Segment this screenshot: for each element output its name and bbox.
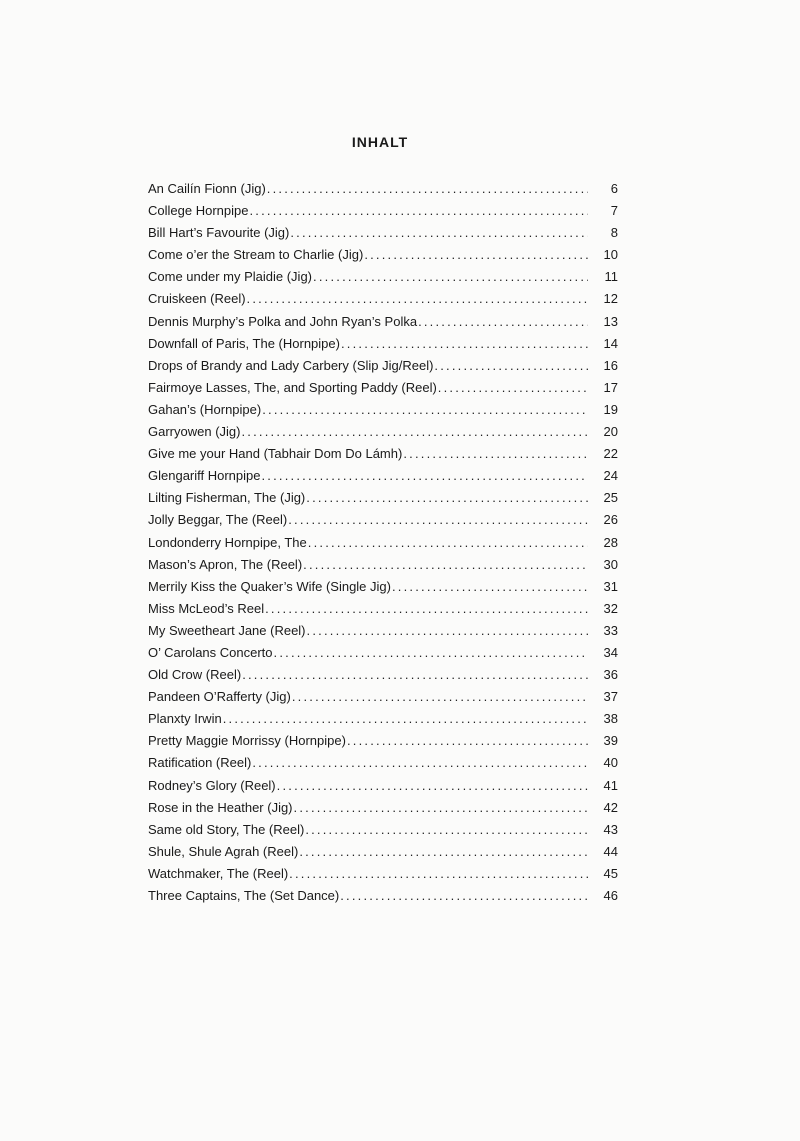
toc-entry	[148, 200, 618, 222]
toc-entry-title: Jolly Beggar, The (Reel)	[148, 512, 288, 528]
dot-leader	[262, 399, 588, 421]
toc-entry	[148, 421, 618, 443]
toc-entry-page-number: 42	[603, 799, 618, 815]
toc-entry-title: Lilting Fisherman, The (Jig)	[148, 490, 306, 506]
dot-leader	[223, 708, 588, 730]
toc-entry-title: Merrily Kiss the Quaker’s Wife (Single Jig)	[148, 578, 391, 594]
toc-entry-page-number: 22	[603, 446, 618, 462]
toc-entry	[148, 355, 618, 377]
toc-entry-title: Rodney’s Glory (Reel)	[148, 777, 276, 793]
toc-entry	[148, 509, 618, 531]
toc-entry-page-number: 8	[610, 225, 618, 241]
toc-entry-title: College Hornpipe	[148, 203, 249, 219]
toc-entry-title: Drops of Brandy and Lady Carbery (Slip Jig/Reel)	[148, 357, 434, 373]
toc-entry	[148, 863, 618, 885]
toc-entry-title: O’ Carolans Concerto	[148, 644, 273, 660]
toc-entry	[148, 708, 618, 730]
toc-entry-title: Glengariff Hornpipe	[148, 468, 261, 484]
toc-entry	[148, 620, 618, 642]
dot-leader	[418, 311, 588, 333]
toc-entry-page-number: 40	[603, 755, 618, 771]
toc-entry-page-number: 24	[603, 468, 618, 484]
toc-entry-page-number: 45	[603, 865, 618, 881]
toc-entry-title: Old Crow (Reel)	[148, 667, 242, 683]
toc-entry	[148, 819, 618, 841]
toc-entry-title: Pandeen O’Rafferty (Jig)	[148, 689, 291, 705]
toc-entry-page-number: 6	[610, 181, 618, 196]
toc-entry	[148, 576, 618, 598]
toc-entry	[148, 664, 618, 686]
toc-entry-page-number: 17	[603, 379, 618, 395]
toc-entry-title: Planxty Irwin	[148, 711, 222, 727]
toc-entry	[148, 377, 618, 399]
toc-entry-title: Same old Story, The (Reel)	[148, 821, 305, 837]
toc-entry-page-number: 33	[603, 622, 618, 638]
toc-entry-page-number: 32	[603, 600, 618, 616]
toc-entry-page-number: 12	[603, 291, 618, 307]
toc-entry	[148, 244, 618, 266]
toc-entry	[148, 841, 618, 863]
toc-entry-page-number: 43	[603, 821, 618, 837]
toc-entry-page-number: 39	[603, 733, 618, 749]
toc-entry	[148, 222, 618, 244]
toc-entry-title: An Cailín Fionn (Jig)	[148, 181, 266, 196]
dot-leader	[438, 377, 588, 399]
toc-entry	[148, 178, 618, 200]
toc-entry	[148, 288, 618, 310]
toc-entry-page-number: 30	[603, 556, 618, 572]
dot-leader	[347, 730, 588, 752]
toc-entry-title: Come o’er the Stream to Charlie (Jig)	[148, 247, 364, 263]
toc-entry-title: Cruiskeen (Reel)	[148, 291, 246, 307]
toc-entry	[148, 532, 618, 554]
toc-entry-title: My Sweetheart Jane (Reel)	[148, 622, 306, 638]
dot-leader	[288, 509, 588, 531]
toc-entry-title: Give me your Hand (Tabhair Dom Do Lámh)	[148, 446, 403, 462]
dot-leader	[341, 333, 588, 355]
dot-leader	[306, 487, 588, 509]
dot-leader	[364, 244, 588, 266]
dot-leader	[267, 178, 588, 200]
toc-entry-title: Bill Hart’s Favourite (Jig)	[148, 225, 290, 241]
toc-entry-title: Dennis Murphy’s Polka and John Ryan’s Polka	[148, 313, 418, 329]
dot-leader	[249, 200, 588, 222]
toc-entry-page-number: 25	[603, 490, 618, 506]
toc-entry-title: Fairmoye Lasses, The, and Sporting Paddy (Reel)	[148, 379, 437, 395]
toc-entry-title: Downfall of Paris, The (Hornpipe)	[148, 335, 340, 351]
toc-entry	[148, 730, 618, 752]
toc-entry-page-number: 38	[603, 711, 618, 727]
toc-entry-page-number: 41	[603, 777, 618, 793]
toc-entry	[148, 686, 618, 708]
toc-entry-title: Miss McLeod’s Reel	[148, 600, 265, 616]
toc-entry-title: Pretty Maggie Morrissy (Hornpipe)	[148, 733, 346, 749]
toc-entry	[148, 465, 618, 487]
toc-entry-page-number: 37	[603, 689, 618, 705]
toc-entry	[148, 797, 618, 819]
toc-entry-title: Mason’s Apron, The (Reel)	[148, 556, 303, 572]
toc-entry-title: Londonderry Hornpipe, The	[148, 534, 307, 550]
toc-entry-title: Shule, Shule Agrah (Reel)	[148, 843, 299, 859]
dot-leader	[313, 266, 588, 288]
toc-entry-page-number: 11	[604, 269, 618, 285]
toc-entry	[148, 333, 618, 355]
dot-leader	[307, 620, 588, 642]
toc-entry-title: Ratification (Reel)	[148, 755, 252, 771]
dot-leader	[308, 532, 588, 554]
toc-entry-page-number: 20	[603, 424, 618, 440]
toc-entry	[148, 598, 618, 620]
toc-entry-title: Three Captains, The (Set Dance)	[148, 888, 340, 903]
dot-leader	[274, 642, 588, 664]
toc-entry-page-number: 7	[610, 203, 618, 219]
toc-entry-title: Garryowen (Jig)	[148, 424, 241, 440]
dot-leader	[247, 288, 588, 310]
dot-leader	[303, 554, 588, 576]
table-of-contents	[148, 178, 618, 907]
dot-leader	[277, 775, 588, 797]
toc-entry-page-number: 46	[603, 888, 618, 903]
toc-entry	[148, 752, 618, 774]
toc-entry	[148, 642, 618, 664]
dot-leader	[403, 443, 588, 465]
toc-entry-page-number: 13	[603, 313, 618, 329]
toc-entry	[148, 399, 618, 421]
dot-leader	[340, 885, 588, 907]
toc-entry-page-number: 44	[603, 843, 618, 859]
toc-entry	[148, 775, 618, 797]
dot-leader	[252, 752, 588, 774]
dot-leader	[292, 686, 588, 708]
toc-entry-page-number: 14	[603, 335, 618, 351]
toc-entry-page-number: 16	[603, 357, 618, 373]
dot-leader	[434, 355, 588, 377]
toc-entry-page-number: 31	[603, 578, 618, 594]
toc-entry-page-number: 28	[603, 534, 618, 550]
page-title: INHALT	[351, 134, 409, 150]
dot-leader	[262, 465, 589, 487]
dot-leader	[392, 576, 588, 598]
dot-leader	[290, 222, 588, 244]
toc-entry-title: Gahan’s (Hornpipe)	[148, 401, 262, 417]
toc-entry	[148, 554, 618, 576]
dot-leader	[294, 797, 588, 819]
toc-entry-title: Rose in the Heather (Jig)	[148, 799, 293, 815]
toc-entry	[148, 885, 618, 907]
toc-entry-page-number: 10	[603, 247, 618, 263]
toc-entry	[148, 311, 618, 333]
toc-entry	[148, 487, 618, 509]
dot-leader	[242, 664, 588, 686]
dot-leader	[299, 841, 588, 863]
toc-entry-page-number: 36	[603, 667, 618, 683]
toc-entry-page-number: 26	[603, 512, 618, 528]
dot-leader	[241, 421, 588, 443]
toc-entry	[148, 266, 618, 288]
toc-entry-title: Watchmaker, The (Reel)	[148, 865, 289, 881]
toc-entry-page-number: 19	[603, 401, 618, 417]
toc-entry	[148, 443, 618, 465]
toc-entry-page-number: 34	[603, 644, 618, 660]
dot-leader	[289, 863, 588, 885]
dot-leader	[305, 819, 588, 841]
toc-entry-title: Come under my Plaidie (Jig)	[148, 269, 313, 285]
dot-leader	[265, 598, 588, 620]
